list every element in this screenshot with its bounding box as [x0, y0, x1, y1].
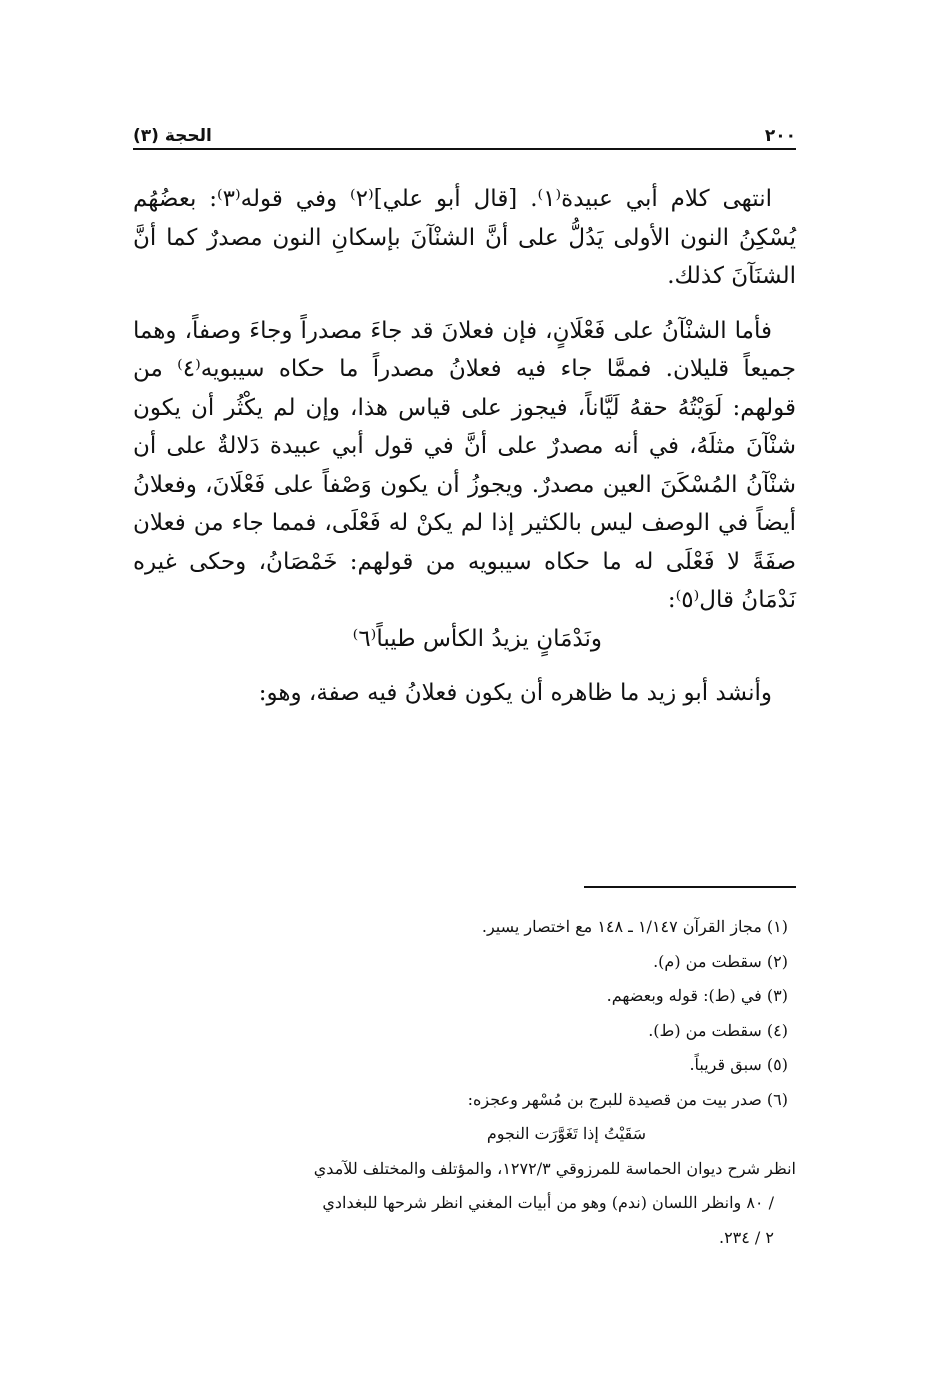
footnote-3: (٣) في (ط): قوله وبعضهم. — [606, 986, 788, 1005]
footnote-6-reference-line-2: / ٨٠ وانظر اللسان (ندم) وهو من أبيات المغني انظر شرحها للبغدادي — [322, 1193, 774, 1212]
paragraph-1: انتهى كلام أبي عبيدة⁽١⁾. [قال أبو علي]⁽٢⁾ وفي قوله⁽٣⁾: بعضُهُم يُسْكِنُ النون الأولى يَدُلُّ على أنَّ الشنْآنَ بإسكانِ النون مصدرٌ كما أنَّ الشنَآنَ كذلك. — [133, 186, 796, 289]
footnote-6-verse: سَقَيْتُ إذا تَغَوَّرَت النجوم — [486, 1124, 646, 1143]
footnote-6: (٦) صدر بيت من قصيدة للبرج بن مُسْهر وعجزه: — [467, 1089, 788, 1109]
verse-line: ونَدْمَانٍ يزيدُ الكأس طيباً⁽٦⁾ — [352, 625, 602, 652]
footnote-4: (٤) سقطت من (ط). — [648, 1020, 788, 1040]
paragraph-3: وأنشد أبو زيد ما ظاهره أن يكون فعلانُ فيه صفة، وهو: — [258, 680, 772, 706]
page-header — [133, 116, 796, 150]
footnote-2: (٢) سقطت من (م). — [653, 951, 788, 971]
main-text — [133, 180, 796, 713]
footnote-separator — [584, 886, 796, 888]
footnotes — [133, 910, 796, 1255]
page-number: ٢٠٠ — [764, 126, 796, 146]
running-title: الحجة (٣) — [133, 126, 212, 146]
footnote-1: (١) مجاز القرآن ١/١٤٧ ـ ١٤٨ مع اختصار يسير. — [481, 917, 788, 936]
footnote-5: (٥) سبق قريباً. — [689, 1055, 788, 1074]
footnote-6-reference-line-3: ٢ / ٢٣٤. — [718, 1227, 774, 1247]
footnote-6-reference-line-1: انظر شرح ديوان الحماسة للمرزوقي ١٢٧٢/٣، والمؤتلف والمختلف للآمدي — [313, 1158, 796, 1178]
paragraph-2: فأما الشنْآنُ على فَعْلَانٍ، فإن فعلانَ قد جاءَ مصدراً وجاءَ وصفاً، وهما جميعاً قليلان. فممَّا جاء فيه فعلانُ مصدراً ما حكاه سيبويه⁽٤⁾ من قولهم: لَوَيْتُهُ حقهُ لَيَّاناً، فيجوز على قياس هذا، وإن لم يكْثُر أن يكون شنْآنَ مثلَهُ، في أنه مصدرٌ على أنَّ في قول أبي عبيدة دَلالةٌ على أن شنْآنُ المُسْكَنَ العين مصدرٌ. ويجوزُ أن يكون وَصْفاً على فَعْلَانَ، وفعلانُ أيضاً في الوصف ليس بالكثير إذا لم يكنْ له فَعْلَى، فمما جاء من فعلان صفَةً لا فَعْلَى له ما حكاه سيبويه من قولهم: خَمْصَانُ، وحكى غيره نَدْمَانُ قال⁽٥⁾: — [133, 317, 796, 613]
